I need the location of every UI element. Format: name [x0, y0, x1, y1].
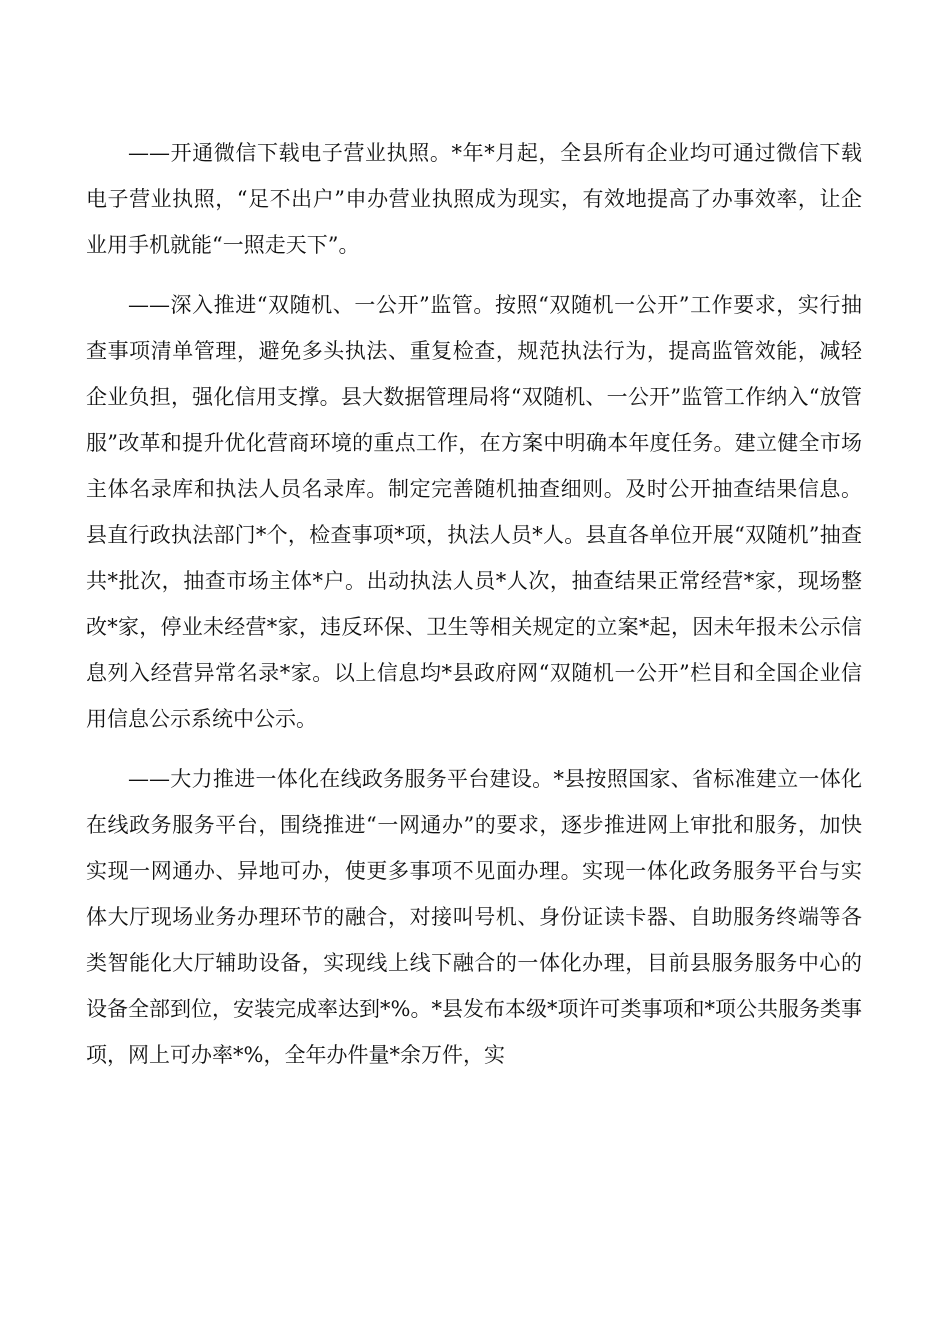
paragraph-online-service-platform: ——大力推进一体化在线政务服务平台建设。*县按照国家、省标准建立一体化在线政务服务平台，围绕推进“一网通办”的要求，逐步推进网上审批和服务，加快实现一网通办、异地可办，使更多事项不见面办理。实现一体化政务服务平台与实体大厅现场业务办理环节的融合，对接叫号机、身份证读卡器、自助服务终端等各类智能化大厅辅助设备，实现线上线下融合的一体化办理，目前县服务服务中心的设备全部到位，安装完成率达到*%。*县发布本级*项许可类事项和*项公共服务类事项，网上可办率*%，全年办件量*余万件，实	[86, 767, 862, 1067]
paragraph-double-random-supervision: ——深入推进“双随机、一公开”监管。按照“双随机一公开”工作要求，实行抽查事项清单管理，避免多头执法、重复检查，规范执法行为，提高监管效能，减轻企业负担，强化信用支撑。县大数据管理局将“双随机、一公开”监管工作纳入“放管服”改革和提升优化营商环境的重点工作，在方案中明确本年度任务。建立健全市场主体名录库和执法人员名录库。制定完善随机抽查细则。及时公开抽查结果信息。县直行政执法部门*个，检查事项*项，执法人员*人。县直各单位开展“双随机”抽查共*批次，抽查市场主体*户。出动执法人员*人次，抽查结果正常经营*家，现场整改*家，停业未经营*家，违反环保、卫生等相关规定的立案*起，因未年报未公示信息列入经营异常名录*家。以上信息均*县政府网“双随机一公开”栏目和全国企业信用信息公示系统中公示。	[86, 293, 862, 731]
document-body	[86, 130, 862, 1092]
paragraph-wechat-license: ——开通微信下载电子营业执照。*年*月起，全县所有企业均可通过微信下载电子营业执照，“足不出户”申办营业执照成为现实，有效地提高了办事效率，让企业用手机就能“一照走天下”。	[86, 141, 862, 257]
